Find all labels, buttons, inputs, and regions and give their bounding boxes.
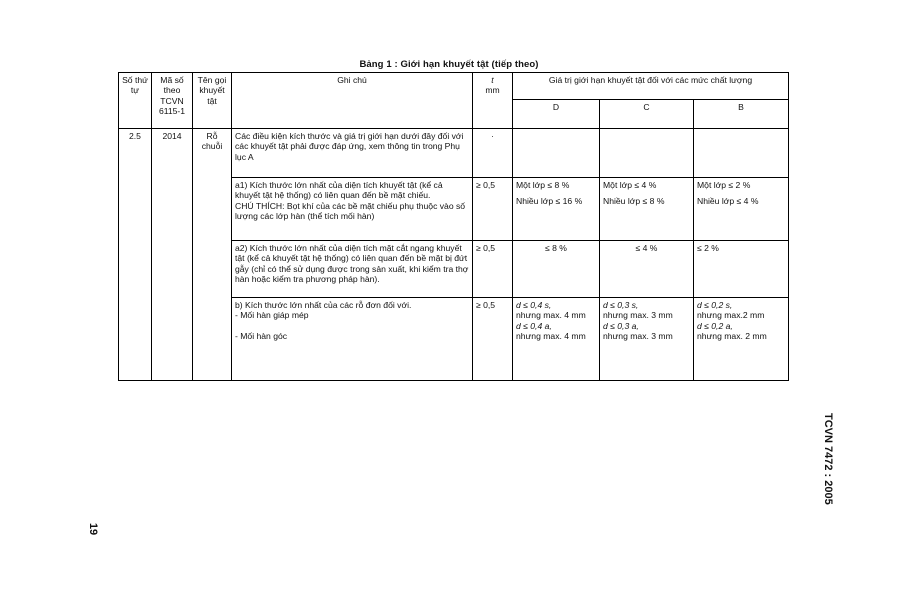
- header-t-unit: mm: [485, 85, 500, 96]
- cell-so-thu-tu: 2.5: [119, 129, 152, 381]
- b-item-han-goc: - Mối hàn góc: [235, 330, 288, 341]
- cell-b-t: ≥ 0,5: [473, 298, 513, 381]
- header-ten-goi: Tên gọi khuyết tật: [193, 73, 232, 129]
- b-b-2a: d ≤ 0,2 a,: [697, 320, 733, 331]
- b-d-2b: nhưng max. 4 mm: [516, 331, 586, 342]
- cell-intro-c: [600, 129, 694, 178]
- b-b-2b: nhưng max. 2 mm: [697, 331, 767, 342]
- cell-intro: Các điều kiện kích thước và giá trị giới hạn dưới đây đối với các khuyết tật phải được đáp ứng, xem thông tin trong Phụ lục A: [232, 129, 473, 178]
- cell-b-b: [694, 298, 789, 381]
- cell-a2-b: ≤ 2 %: [694, 241, 789, 298]
- a1-d-nhieu-lop: Nhiều lớp ≤ 16 %: [516, 196, 583, 207]
- b-b-1b: nhưng max.2 mm: [697, 310, 765, 321]
- header-ghi-chu: Ghi chú: [232, 73, 473, 129]
- a1-b-nhieu-lop: Nhiều lớp ≤ 4 %: [697, 196, 759, 207]
- header-level-d: D: [513, 100, 600, 129]
- cell-b-c: [600, 298, 694, 381]
- cell-a1-d: [513, 178, 600, 241]
- header-gia-tri: Giá trị giới hạn khuyết tật đối với các mức chất lượng: [513, 73, 789, 100]
- cell-intro-d: [513, 129, 600, 178]
- cell-ten-goi: Rỗ chuỗi: [193, 129, 232, 381]
- table-row: [119, 129, 789, 178]
- header-ma-so: Mã số theo TCVN 6115-1: [152, 73, 193, 129]
- cell-a1-b: [694, 178, 789, 241]
- table-caption: Bảng 1 : Giới hạn khuyết tật (tiếp theo): [359, 59, 539, 70]
- a1-b-mot-lop: Một lớp ≤ 2 %: [697, 180, 751, 190]
- standard-code: TCVN 7472 : 2005: [822, 413, 834, 505]
- cell-a1-t: ≥ 0,5: [473, 178, 513, 241]
- b-c-1b: nhưng max. 3 mm: [603, 310, 673, 321]
- a1-c-nhieu-lop: Nhiều lớp ≤ 8 %: [603, 196, 665, 207]
- b-c-1a: d ≤ 0,3 s,: [603, 300, 639, 310]
- b-b-1a: d ≤ 0,2 s,: [697, 300, 733, 310]
- header-so-thu-tu: Số thứ tự: [119, 73, 152, 129]
- a1-c-mot-lop: Một lớp ≤ 4 %: [603, 180, 657, 190]
- b-c-2b: nhưng max. 3 mm: [603, 331, 673, 342]
- b-d-2a: d ≤ 0,4 a,: [516, 320, 552, 331]
- cell-b-d: [513, 298, 600, 381]
- header-t-symbol: t: [491, 75, 494, 85]
- cell-a2-note: a2) Kích thước lớn nhất của diện tích mặt cắt ngang khuyết tật (kể cả khuyết tật hệ thống) có liên quan đến bề mặt bị đứt gẫy (chỉ có thể sử dụng được trong sản xuất, khi kiểm tra thợ hàn hoặc kiểm tra phương pháp hàn).: [232, 241, 473, 298]
- a1-d-mot-lop: Một lớp ≤ 8 %: [516, 180, 570, 190]
- cell-a1-note: [232, 178, 473, 241]
- cell-a1-c: [600, 178, 694, 241]
- header-row: [119, 73, 789, 100]
- cell-ma-so: 2014: [152, 129, 193, 381]
- cell-a2-d: ≤ 8 %: [513, 241, 600, 298]
- cell-a2-c: ≤ 4 %: [600, 241, 694, 298]
- header-level-b: B: [694, 100, 789, 129]
- header-level-c: C: [600, 100, 694, 129]
- header-t: [473, 73, 513, 129]
- b-text: b) Kích thước lớn nhất của các rỗ đơn đối với.: [235, 300, 412, 310]
- cell-intro-b: [694, 129, 789, 178]
- cell-b-note: [232, 298, 473, 381]
- b-d-1b: nhưng max. 4 mm: [516, 310, 586, 321]
- b-d-1a: d ≤ 0,4 s,: [516, 300, 552, 310]
- defect-limits-table: [118, 72, 789, 381]
- a1-text: a1) Kích thước lớn nhất của diện tích khuyết tật (kể cả khuyết tật hệ thống) có liên quan đến bề mặt chiếu.: [235, 180, 443, 201]
- page-number: 19: [87, 522, 99, 536]
- cell-a2-t: ≥ 0,5: [473, 241, 513, 298]
- b-c-2a: d ≤ 0,3 a,: [603, 320, 639, 331]
- cell-intro-t: ·: [473, 129, 513, 178]
- b-item-giap-mep: - Mối hàn giáp mép: [235, 310, 309, 321]
- a1-chu-thich: CHÚ THÍCH: Bọt khí của các bề mặt chiếu phụ thuộc vào số lượng các lớp hàn (thể tích mối hàn): [235, 200, 466, 222]
